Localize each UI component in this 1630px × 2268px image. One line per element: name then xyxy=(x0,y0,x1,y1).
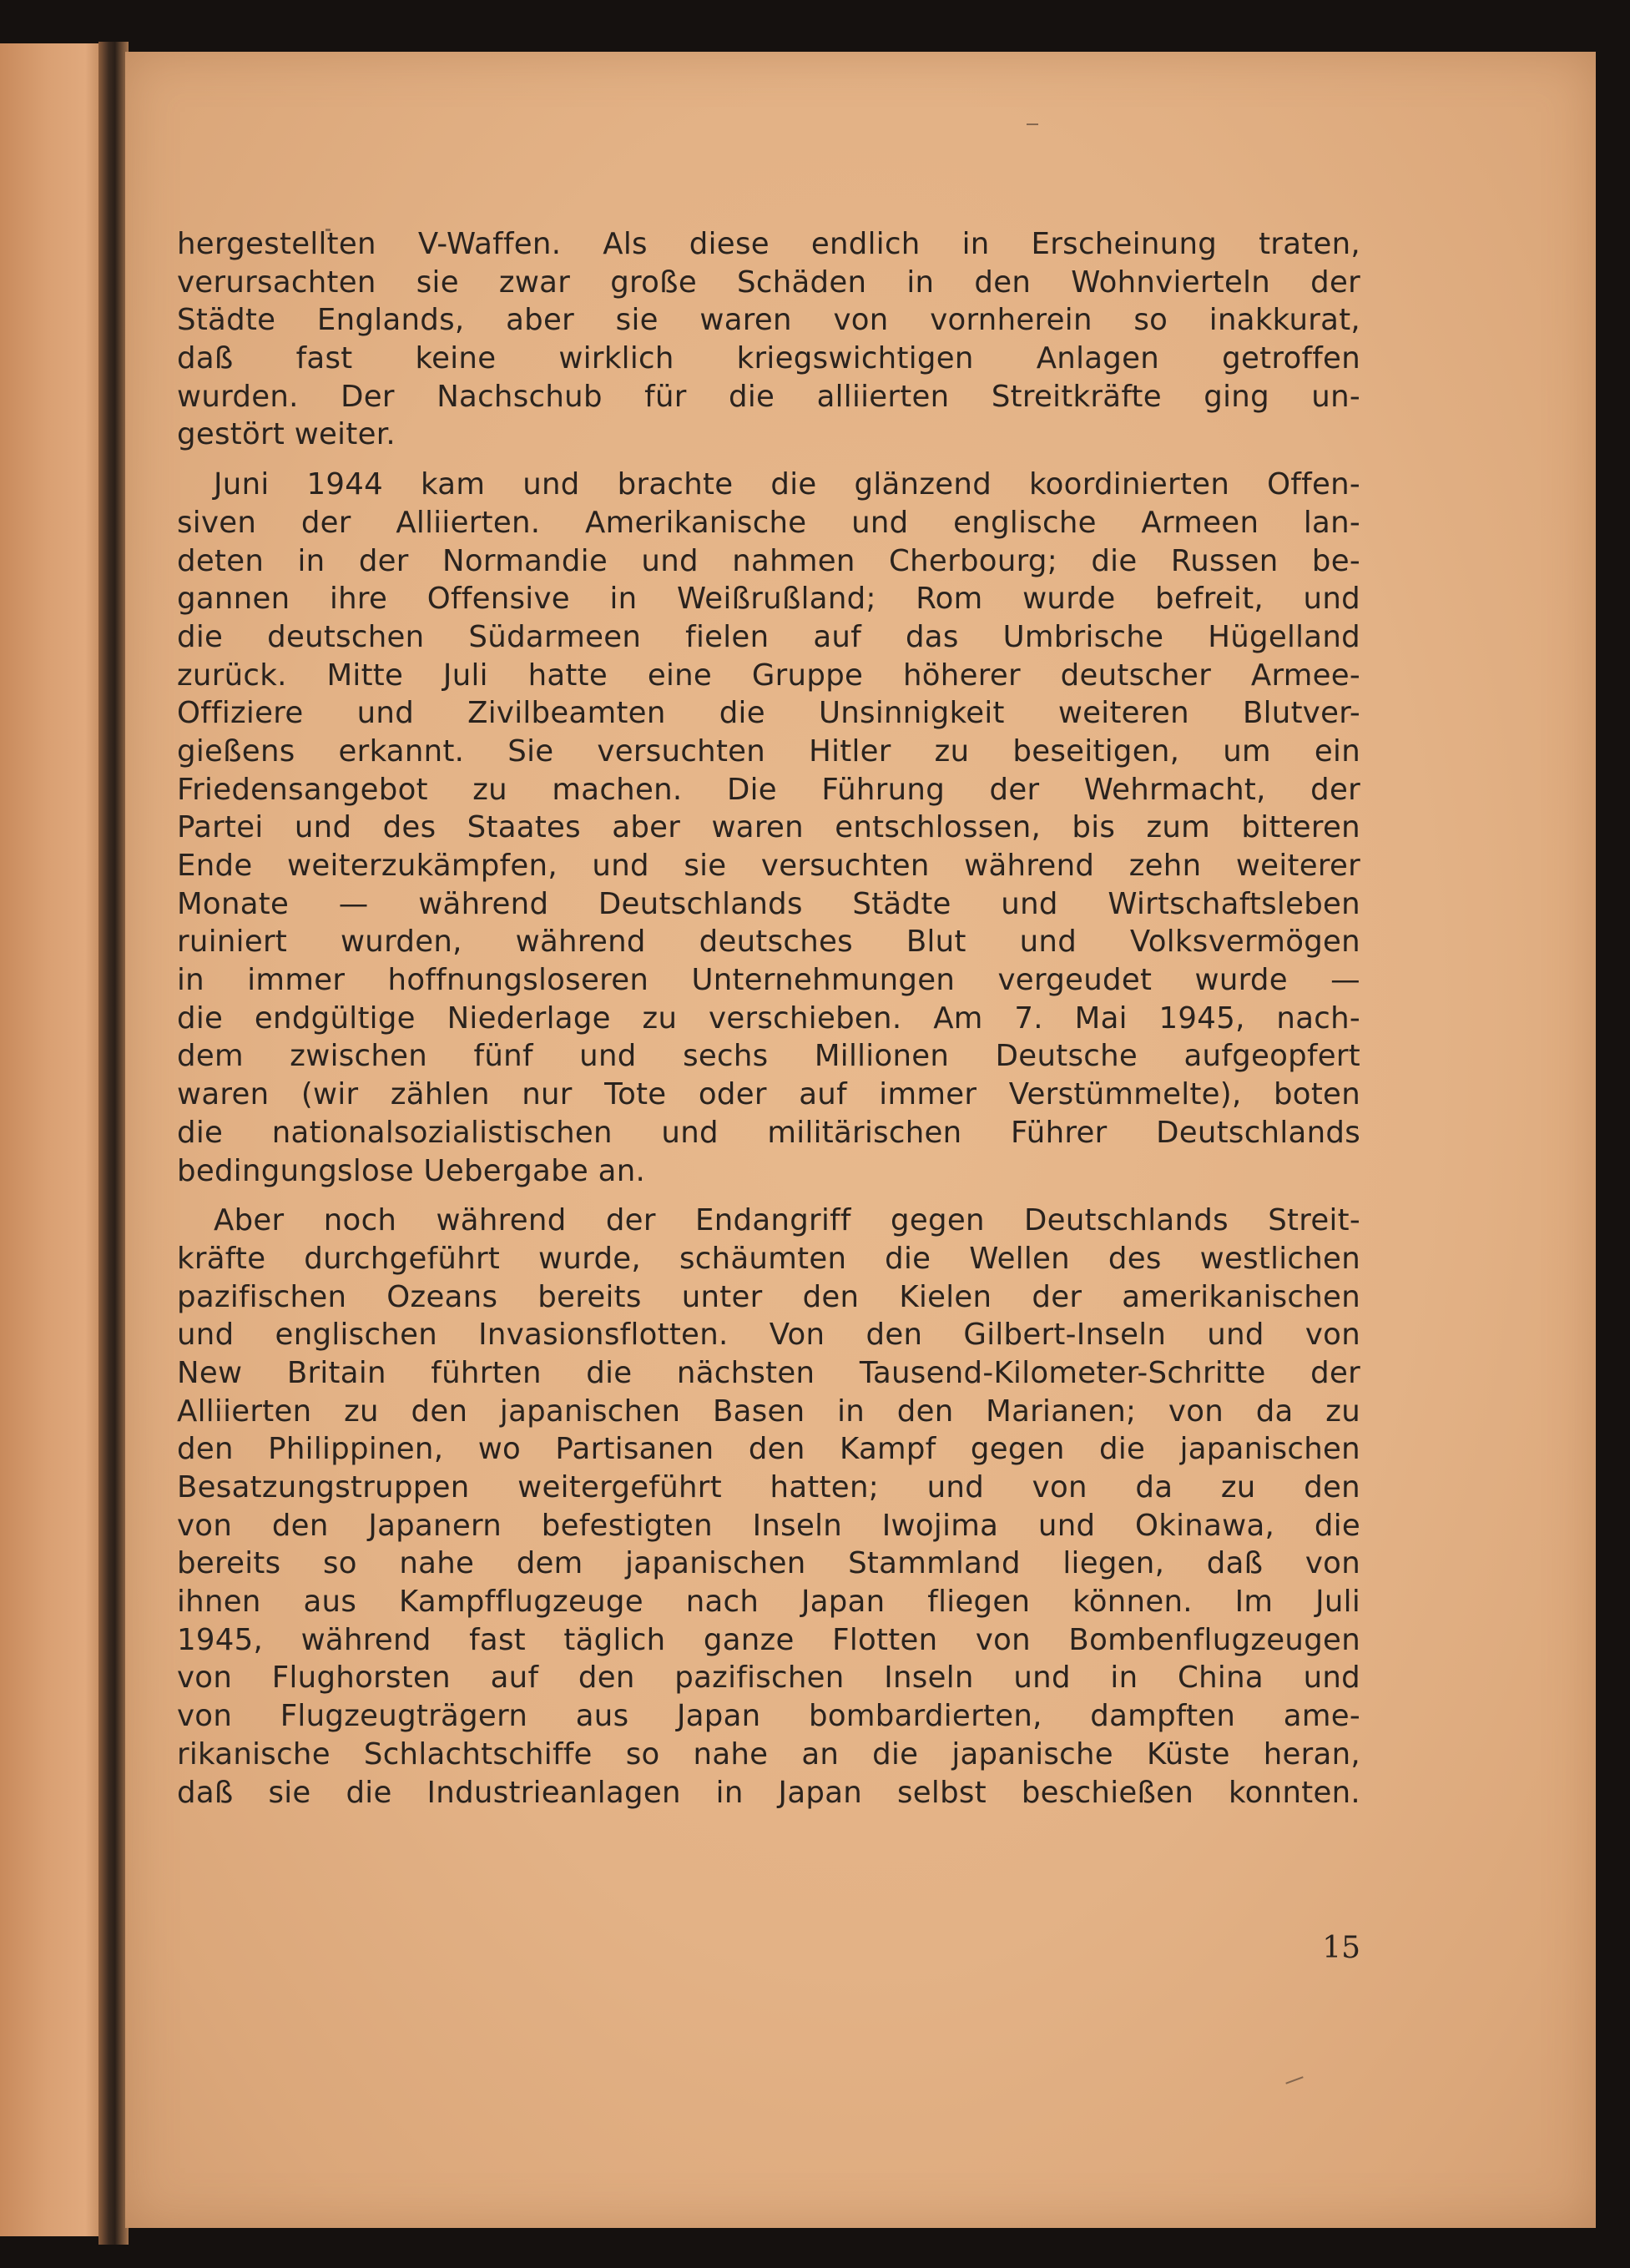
text-line: hergestellten V-Waffen. Als diese endlich in Erscheinung traten, xyxy=(177,227,1360,261)
text-line: die nationalsozialistischen und militärischen Führer Deutschlands xyxy=(177,1115,1360,1150)
paragraph-3 xyxy=(177,1202,1360,1812)
text-line: daß fast keine wirklich kriegswichtigen Anlagen getroffen xyxy=(177,341,1360,376)
text-line: bereits so nahe dem japanischen Stammland liegen, daß von xyxy=(177,1546,1360,1581)
text-line: bedingungslose Uebergabe an. xyxy=(177,1153,646,1188)
text-line: Alliierten zu den japanischen Basen in den Marianen; von da zu xyxy=(177,1394,1360,1429)
text-line: und englischen Invasionsflotten. Von den Gilbert-Inseln und von xyxy=(177,1318,1360,1353)
text-line: New Britain führten die nächsten Tausend-Kilometer-Schritte der xyxy=(177,1355,1360,1390)
text-line: Ende weiterzukämpfen, und sie versuchten während zehn weiterer xyxy=(177,849,1360,883)
paragraph-1 xyxy=(177,225,1360,454)
facing-page-edge xyxy=(0,43,107,2236)
text-line: ruiniert wurden, während deutsches Blut und Volksvermögen xyxy=(177,925,1360,960)
text-line: verursachten sie zwar große Schäden in den Wohnvierteln der xyxy=(177,265,1360,300)
body-text xyxy=(177,225,1360,1823)
text-line: gannen ihre Offensive in Weißrußland; Rom wurde befreit, und xyxy=(177,582,1360,617)
text-line: die deutschen Südarmeen fielen auf das Umbrische Hügelland xyxy=(177,619,1360,654)
text-line: Offiziere und Zivilbeamten die Unsinnigkeit weiteren Blutver- xyxy=(177,696,1360,731)
text-line: Besatzungstruppen weitergeführt hatten; und von da zu den xyxy=(177,1470,1360,1504)
text-line: waren (wir zählen nur Tote oder auf immer Verstümmelte), boten xyxy=(177,1077,1360,1112)
page-number: 15 xyxy=(1322,1931,1360,1965)
paper-speck xyxy=(1285,2076,1303,2084)
text-line: siven der Alliierten. Amerikanische und englische Armeen lan- xyxy=(177,505,1360,540)
text-line: von den Japanern befestigten Inseln Iwojima und Okinawa, die xyxy=(177,1508,1360,1543)
text-line: kräfte durchgeführt wurde, schäumten die Wellen des westlichen xyxy=(177,1241,1360,1276)
text-line: die endgültige Niederlage zu verschieben. Am 7. Mai 1945, nach- xyxy=(177,1000,1360,1036)
book-gutter xyxy=(98,42,129,2245)
text-line: daß sie die Industrieanlagen in Japan selbst beschießen konnten. xyxy=(177,1775,1360,1810)
text-line: in immer hoffnungsloseren Unternehmungen vergeudet wurde — xyxy=(177,963,1360,998)
text-line: den Philippinen, wo Partisanen den Kampf gegen die japanischen xyxy=(177,1432,1360,1467)
text-line: Juni 1944 kam und brachte die glänzend koordinierten Offen- xyxy=(214,467,1360,502)
text-line: von Flugzeugträgern aus Japan bombardierten, dampften ame- xyxy=(177,1699,1360,1734)
paragraph-2 xyxy=(177,466,1360,1190)
text-line: gestört weiter. xyxy=(177,417,396,452)
text-line: rikanische Schlachtschiffe so nahe an die japanische Küste heran, xyxy=(177,1736,1360,1772)
text-line: Aber noch während der Endangriff gegen Deutschlands Streit- xyxy=(214,1203,1360,1238)
text-line: zurück. Mitte Juli hatte eine Gruppe höherer deutscher Armee- xyxy=(177,658,1360,693)
text-line: Monate — während Deutschlands Städte und Wirtschaftsleben xyxy=(177,886,1360,921)
text-line: Städte Englands, aber sie waren von vornherein so inakkurat, xyxy=(177,303,1360,338)
text-line: wurden. Der Nachschub für die alliierten Streitkräfte ging un- xyxy=(177,379,1360,414)
text-line: gießens erkannt. Sie versuchten Hitler zu beseitigen, um ein xyxy=(177,733,1360,769)
text-line: von Flughorsten auf den pazifischen Inseln und in China und xyxy=(177,1661,1360,1696)
text-line: ihnen aus Kampfflugzeuge nach Japan fliegen können. Im Juli xyxy=(177,1585,1360,1620)
text-line: deten in der Normandie und nahmen Cherbourg; die Russen be- xyxy=(177,543,1360,578)
text-line: 1945, während fast täglich ganze Flotten von Bombenflugzeugen xyxy=(177,1622,1360,1657)
text-line: dem zwischen fünf und sechs Millionen Deutsche aufgeopfert xyxy=(177,1039,1360,1074)
text-line: Friedensangebot zu machen. Die Führung der Wehrmacht, der xyxy=(177,772,1360,807)
text-line: Partei und des Staates aber waren entschlossen, bis zum bitteren xyxy=(177,810,1360,845)
paper-speck xyxy=(1027,123,1038,125)
text-line: pazifischen Ozeans bereits unter den Kielen der amerikanischen xyxy=(177,1279,1360,1314)
